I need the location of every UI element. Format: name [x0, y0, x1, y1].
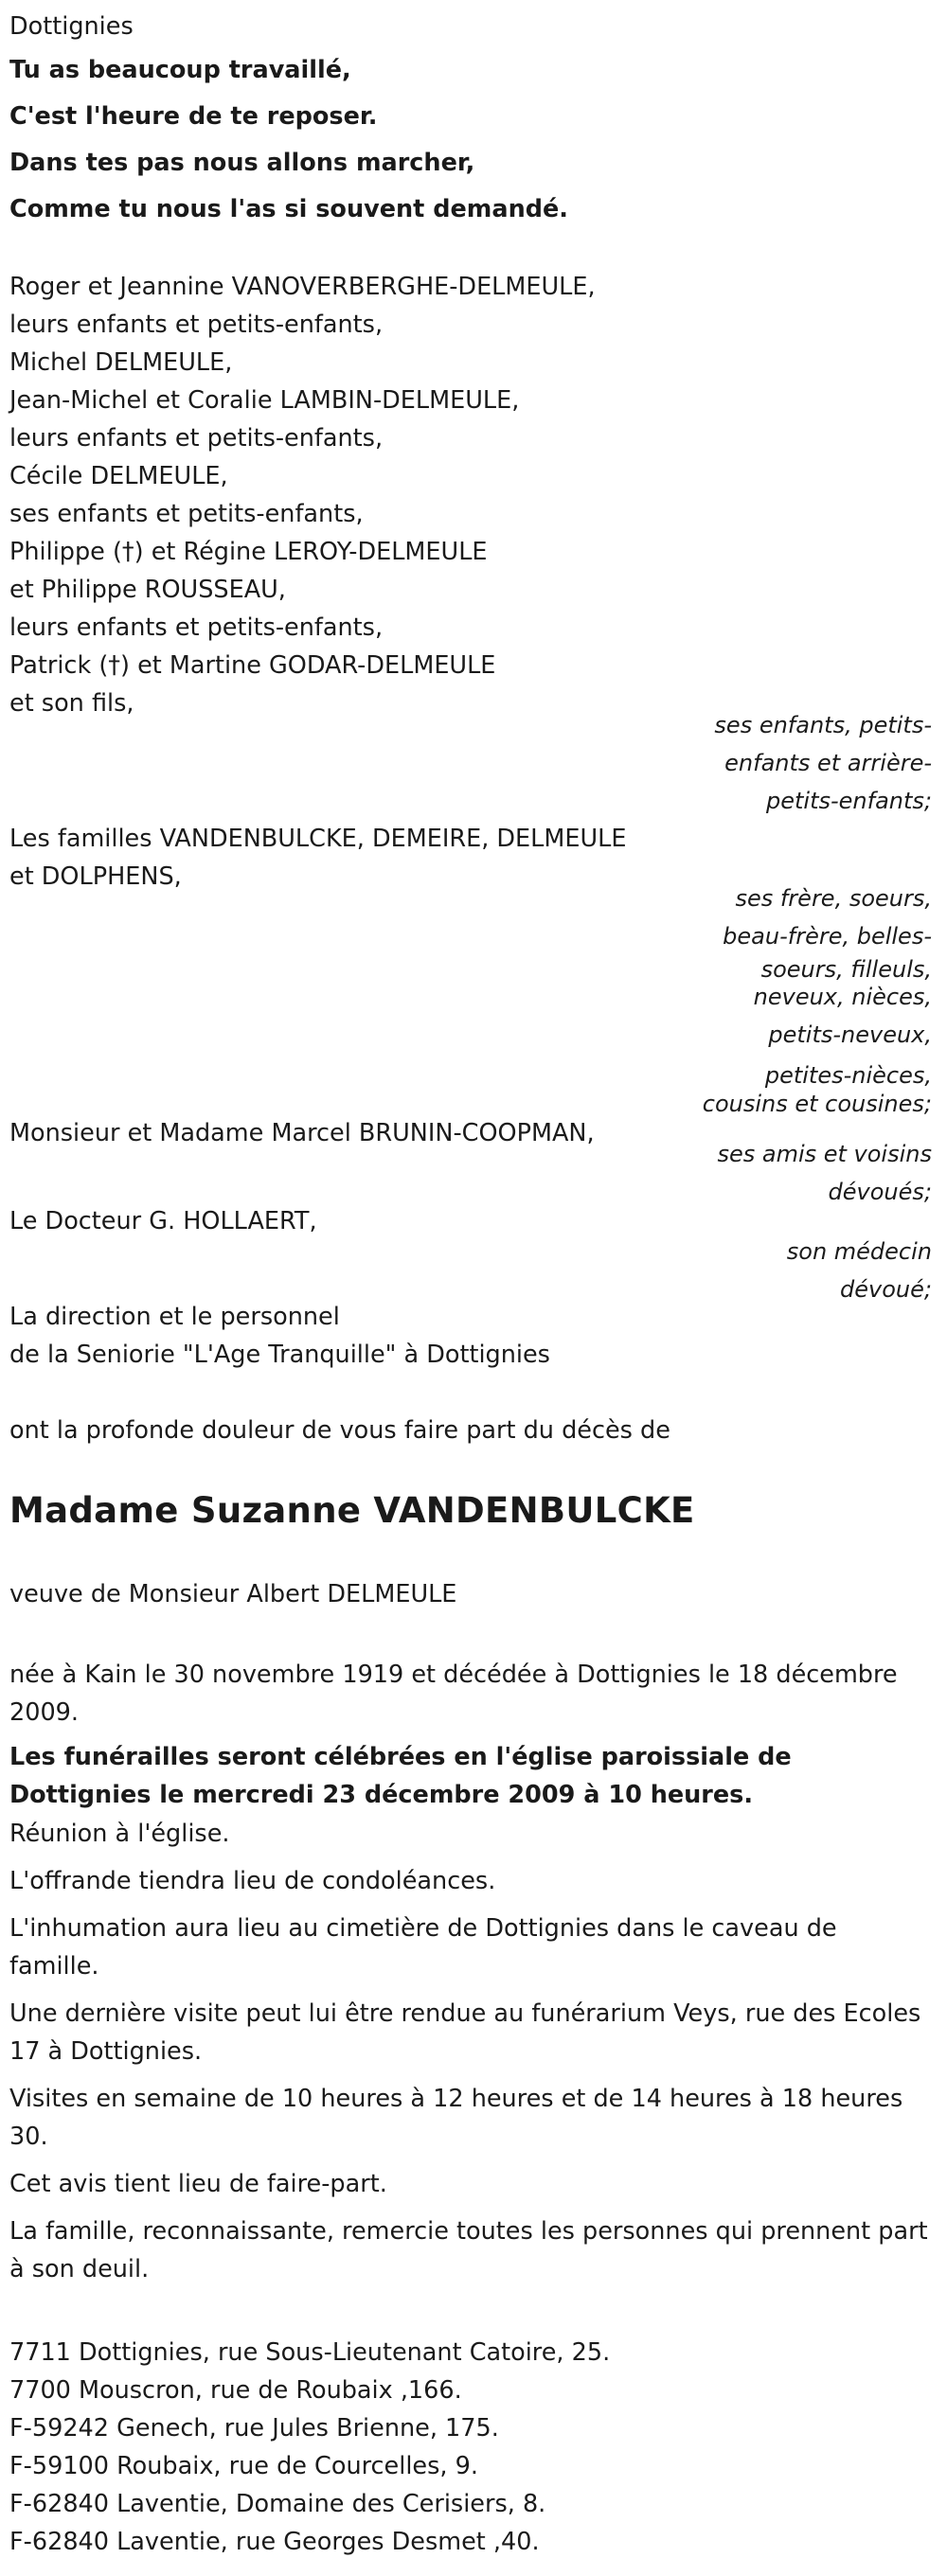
- direction-block: [9, 1298, 550, 1374]
- detail-paragraph: La famille, reconnaissante, remercie toutes les personnes qui prennent part à son deuil.: [9, 2217, 928, 2283]
- role-line: beau-frère, belles-: [723, 923, 932, 950]
- role-line: cousins et cousines;: [702, 1091, 932, 1117]
- address-line: F-62840 Laventie, rue Georges Desmet ,40.: [9, 2528, 540, 2556]
- poem-line: Comme tu nous l'as si souvent demandé.: [9, 195, 568, 223]
- families-line: et DOLPHENS,: [9, 862, 182, 891]
- detail-paragraph: Cet avis tient lieu de faire-part.: [9, 2170, 387, 2198]
- address-line: F-59100 Roubaix, rue de Courcelles, 9.: [9, 2452, 478, 2480]
- family-list: [9, 268, 596, 722]
- role-line: ses amis et voisins: [717, 1141, 932, 1167]
- born-died: née à Kain le 30 novembre 1919 et décédée à Dottignies le 18 décembre 2009.: [9, 1661, 898, 1727]
- role-line: petites-nièces,: [764, 1062, 932, 1089]
- role-line: ses frère, soeurs,: [735, 885, 932, 912]
- poem-line: Tu as beaucoup travaillé,: [9, 56, 351, 84]
- address-line: F-59242 Genech, rue Jules Brienne, 175.: [9, 2414, 499, 2443]
- detail-paragraph: Réunion à l'église.: [9, 1820, 230, 1848]
- family-line: leurs enfants et petits-enfants,: [9, 311, 384, 339]
- role-line: enfants et arrière-: [724, 750, 932, 776]
- family-line: ses enfants et petits-enfants,: [9, 500, 364, 528]
- brunin-line: Monsieur et Madame Marcel BRUNIN-COOPMAN,: [9, 1119, 595, 1147]
- family-line: Patrick (†) et Martine GODAR-DELMEULE: [9, 651, 496, 680]
- role-line: son médecin: [786, 1238, 932, 1265]
- address-line: 7700 Mouscron, rue de Roubaix ,166.: [9, 2376, 462, 2405]
- detail-paragraph: Visites en semaine de 10 heures à 12 heures et de 14 heures à 18 heures 30.: [9, 2085, 903, 2151]
- family-line: Cécile DELMEULE,: [9, 462, 228, 490]
- doctor-line: Le Docteur G. HOLLAERT,: [9, 1207, 317, 1235]
- detail-paragraph: Une dernière visite peut lui être rendue au funérarium Veys, rue des Ecoles 17 à Dottignies.: [9, 1999, 921, 2066]
- role-line: petits-neveux,: [768, 1022, 932, 1048]
- poem-line: C'est l'heure de te reposer.: [9, 102, 378, 131]
- families-role-a: [629, 879, 932, 984]
- announce-line: ont la profonde douleur de vous faire part du décès de: [9, 1416, 670, 1445]
- poem-line: Dans tes pas nous allons marcher,: [9, 149, 475, 177]
- family-line: leurs enfants et petits-enfants,: [9, 424, 384, 453]
- location-line: Dottignies: [9, 12, 134, 41]
- role-line: neveux, nièces,: [753, 984, 932, 1010]
- family-line: Jean-Michel et Coralie LAMBIN-DELMEULE,: [9, 386, 520, 415]
- role-line: soeurs, filleuls,: [760, 956, 932, 983]
- doctor-role: [629, 1233, 932, 1308]
- detail-paragraph: L'offrande tiendra lieu de condoléances.: [9, 1867, 496, 1895]
- families-list: [9, 820, 626, 896]
- families-role-b: [629, 978, 932, 1118]
- family-line: Michel DELMEULE,: [9, 348, 233, 377]
- direction-line: de la Seniorie "L'Age Tranquille" à Dottignies: [9, 1341, 550, 1369]
- role-line: petits-enfants;: [766, 788, 932, 814]
- address-line: 7711 Dottignies, rue Sous-Lieutenant Catoire, 25.: [9, 2338, 611, 2367]
- poem: [9, 47, 568, 233]
- funeral-info: Les funérailles seront célébrées en l'église paroissiale de Dottignies le mercredi 23 décembre 2009 à 10 heures.: [9, 1743, 792, 1809]
- family-line: Roger et Jeannine VANOVERBERGHE-DELMEULE,: [9, 273, 596, 301]
- family-line: et son fils,: [9, 689, 134, 718]
- detail-paragraph: L'inhumation aura lieu au cimetière de Dottignies dans le caveau de famille.: [9, 1914, 837, 1981]
- family-line: et Philippe ROUSSEAU,: [9, 576, 286, 604]
- widow-line: veuve de Monsieur Albert DELMEULE: [9, 1580, 457, 1608]
- role-line: dévoués;: [828, 1179, 932, 1205]
- family-role: [629, 706, 932, 820]
- role-line: ses enfants, petits-: [714, 712, 932, 738]
- deceased-name: Madame Suzanne VANDENBULCKE: [9, 1490, 695, 1531]
- addresses: [9, 2334, 610, 2561]
- role-line: dévoué;: [840, 1276, 932, 1303]
- families-line: Les familles VANDENBULCKE, DEMEIRE, DELMEULE: [9, 825, 627, 853]
- address-line: F-62840 Laventie, Domaine des Cerisiers, 8.: [9, 2490, 546, 2518]
- direction-line: La direction et le personnel: [9, 1303, 340, 1331]
- brunin-role: [629, 1135, 932, 1211]
- family-line: Philippe (†) et Régine LEROY-DELMEULE: [9, 538, 488, 566]
- family-line: leurs enfants et petits-enfants,: [9, 613, 384, 642]
